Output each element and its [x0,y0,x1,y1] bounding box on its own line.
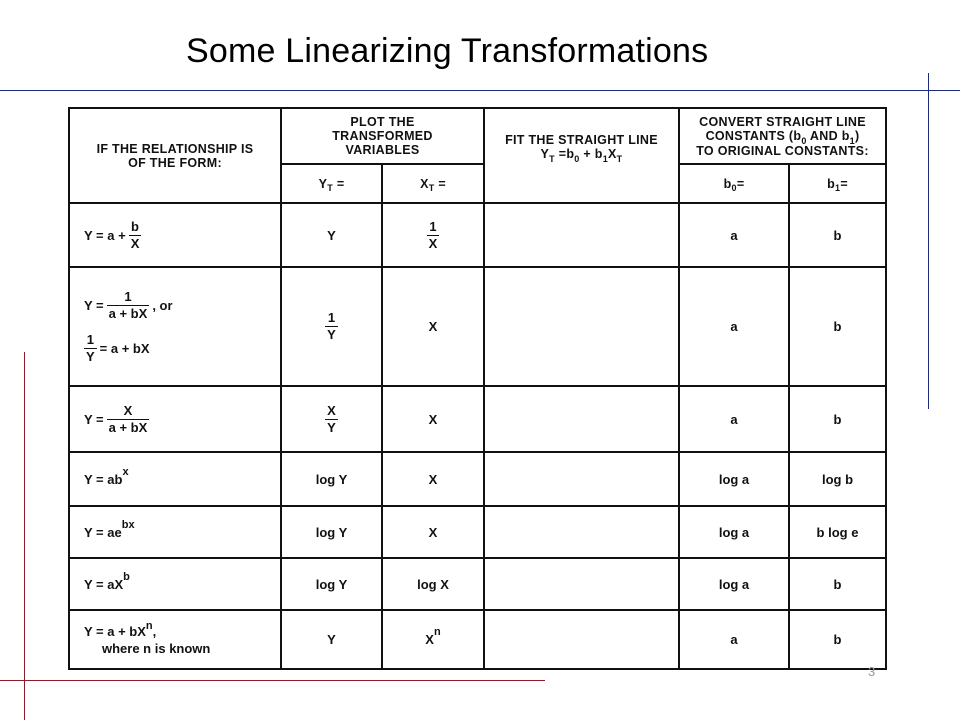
table-border-right [885,107,887,670]
header-relationship: IF THE RELATIONSHIP IS OF THE FORM: [96,141,254,170]
row3-form: Y = $\frac{X}{a + bX}$ [84,402,148,435]
row6-yt: log Y [315,576,348,592]
row6-b1: b [833,576,842,592]
header-plot: PLOT THE TRANSFORMED VARIABLES [332,115,433,157]
row4-xt: X [428,471,438,487]
row6-xt: log X [417,576,449,592]
red-rule-vertical [24,352,25,720]
row1-yt: Y [327,227,336,243]
blue-rule-vertical [928,73,929,409]
row7-b1: b [833,632,842,647]
row1-form: Y = a + $\frac{b}{X}$ [84,218,140,251]
row1-xt [383,204,483,266]
page-number: 3 [868,664,876,679]
row5-xt: X [428,524,438,540]
row2-b1: b [833,319,842,334]
row2-yt [282,268,381,385]
row5-form: Y = ae bx [84,518,135,540]
row3-b0: a [730,411,738,427]
table-border-bottom [68,668,887,670]
row7-form-note: where n is known [102,640,211,656]
header-fit: FIT THE STRAIGHT LINE $Y_T =b_0 + b_1X_T$ [505,133,658,164]
fraction: $\frac{b}{X}$ [130,218,140,251]
row3-b1: b [833,411,842,427]
header-b0: b 0 = [723,176,745,193]
row2-form [70,268,294,385]
blue-rule-horizontal [0,90,960,91]
fraction: $\frac{X}{a + bX}$ [108,402,148,435]
row2-xt: X [428,319,438,334]
row7-b0: a [730,632,738,647]
red-rule-horizontal [0,680,545,681]
row4-b0: log a [718,471,750,487]
row5-b0: log a [718,524,750,540]
fit-equation: $Y_T =b_0 + b_1X_T$ [540,147,623,164]
header-b1: b 1 = [827,176,848,193]
row6-form: Y = aX b [84,570,130,592]
row2-b0: a [730,319,738,334]
header-xt: X T = [420,176,446,193]
row2-form-line2: $\frac{1}{Y}$ = a + bX [86,331,150,364]
header-convert: CONVERT STRAIGHT LINE CONSTANTS ($b_0$ AND $b_1$) TO ORIGINAL CONSTANTS: [696,114,869,158]
row4-yt: log Y [315,471,348,487]
row7-form-line1: $Y = a + bX^n$, [84,619,157,639]
row3-yt [282,387,381,451]
row5-yt: log Y [315,524,348,540]
row5-b1: b log e [816,524,859,540]
fraction: $\frac{X}{Y}$ [327,402,336,435]
row7-xt: X n [425,626,441,647]
fraction: $\frac{1}{Y}$ [327,310,336,342]
fraction: $\frac{1}{a + bX}$ [108,288,148,321]
row6-b0: log a [718,576,750,592]
fraction: $\frac{1}{Y}$ [86,331,95,364]
header-yt: Y T = [318,176,345,193]
row2-form-line1: Y = $\frac{1}{a + bX}$ , or [84,288,173,321]
row7-yt: Y [327,632,336,647]
row4-b1: log b [821,471,854,487]
page-title: Some Linearizing Transformations [186,32,709,70]
row1-b1: b [833,227,842,243]
fraction: $\frac{1}{X}$ [428,218,438,251]
row7-form [70,611,294,668]
row4-form: Y = ab x [84,465,129,487]
row3-xt: X [428,411,438,427]
transformations-table [68,107,887,670]
row1-b0: a [730,227,738,243]
